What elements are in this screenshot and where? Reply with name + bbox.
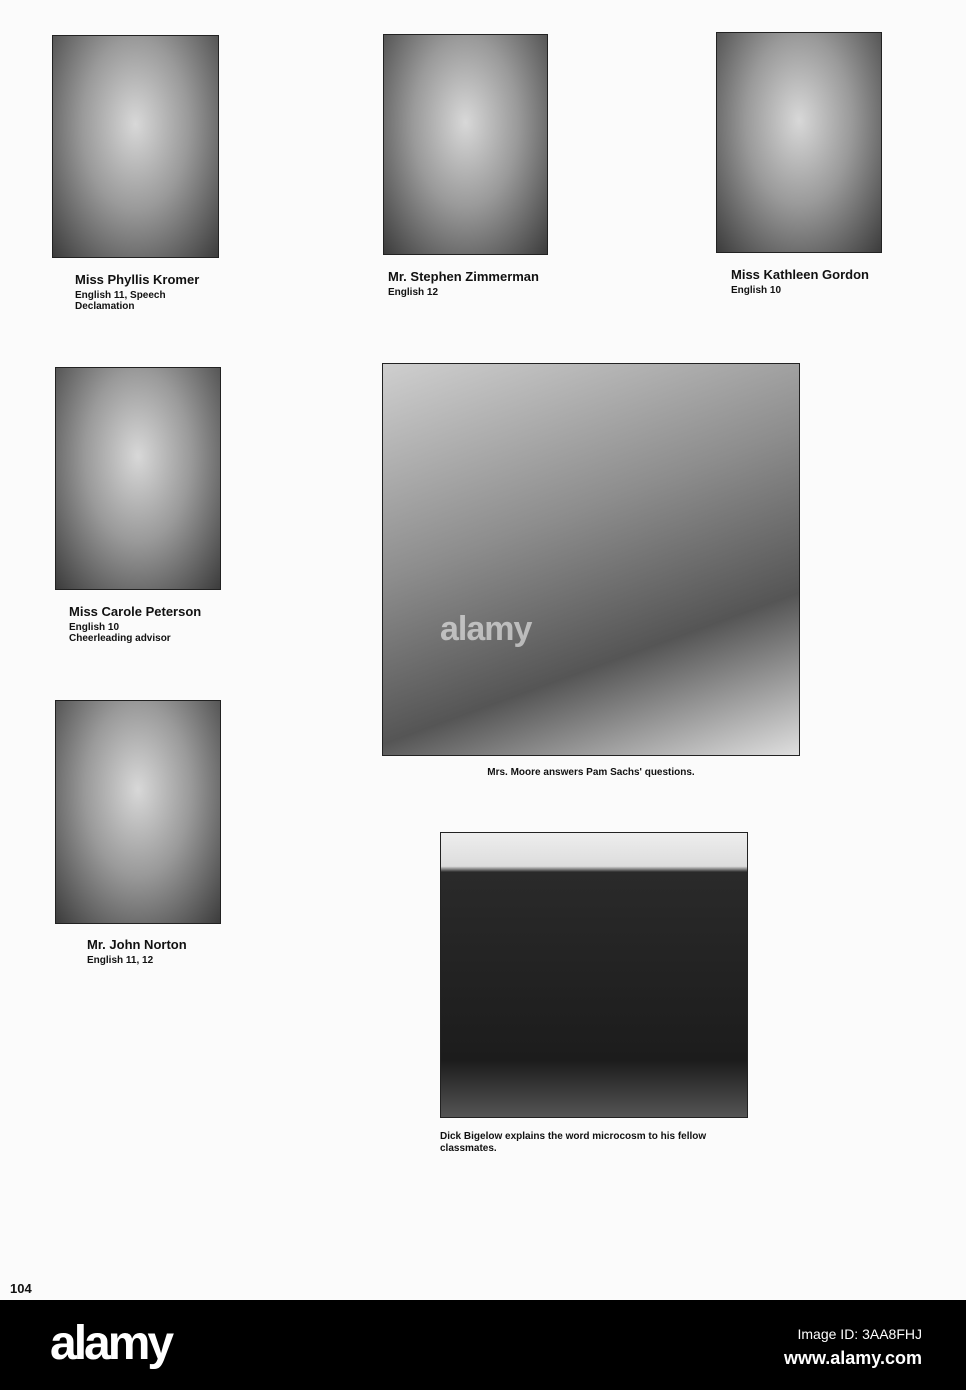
portrait-gordon xyxy=(716,32,882,253)
page-number: 104 xyxy=(10,1281,32,1296)
staff-name: Miss Phyllis Kromer xyxy=(75,272,200,287)
staff-subject: Cheerleading advisor xyxy=(69,633,171,645)
watermark-overlay: alamy xyxy=(440,610,532,648)
staff-subject: English 10 xyxy=(731,284,782,296)
site-url: www.alamy.com xyxy=(783,1348,922,1368)
classroom-photo xyxy=(382,363,800,756)
alamy-logo: alamy xyxy=(50,1317,172,1370)
image-id: Image ID: 3AA8FHJ xyxy=(797,1326,922,1342)
portrait-kromer xyxy=(52,35,219,258)
caption-classroom: Mrs. Moore answers Pam Sachs' questions. xyxy=(487,767,695,778)
portrait-peterson xyxy=(55,367,221,590)
caption-blackboard: Dick Bigelow explains the word microcosm to his fellow classmates. xyxy=(440,1131,707,1154)
caption-peterson xyxy=(69,605,201,645)
caption-gordon xyxy=(731,268,869,296)
staff-subject: Declamation xyxy=(75,301,135,313)
staff-name: Miss Kathleen Gordon xyxy=(731,267,869,282)
watermark-footer xyxy=(0,1300,966,1390)
staff-subject: English 10 xyxy=(69,621,120,633)
staff-subject: English 12 xyxy=(388,286,439,298)
portrait-zimmerman xyxy=(383,34,548,255)
staff-name: Mr. Stephen Zimmerman xyxy=(388,269,539,284)
caption-zimmerman xyxy=(388,270,539,298)
portrait-norton xyxy=(55,700,221,924)
caption-norton xyxy=(87,938,187,966)
staff-name: Miss Carole Peterson xyxy=(69,604,202,619)
blackboard-photo xyxy=(440,832,748,1118)
staff-subject: English 11, 12 xyxy=(87,954,154,966)
staff-name: Mr. John Norton xyxy=(87,937,187,952)
staff-subject: English 11, Speech xyxy=(75,289,166,301)
caption-kromer xyxy=(75,273,199,313)
